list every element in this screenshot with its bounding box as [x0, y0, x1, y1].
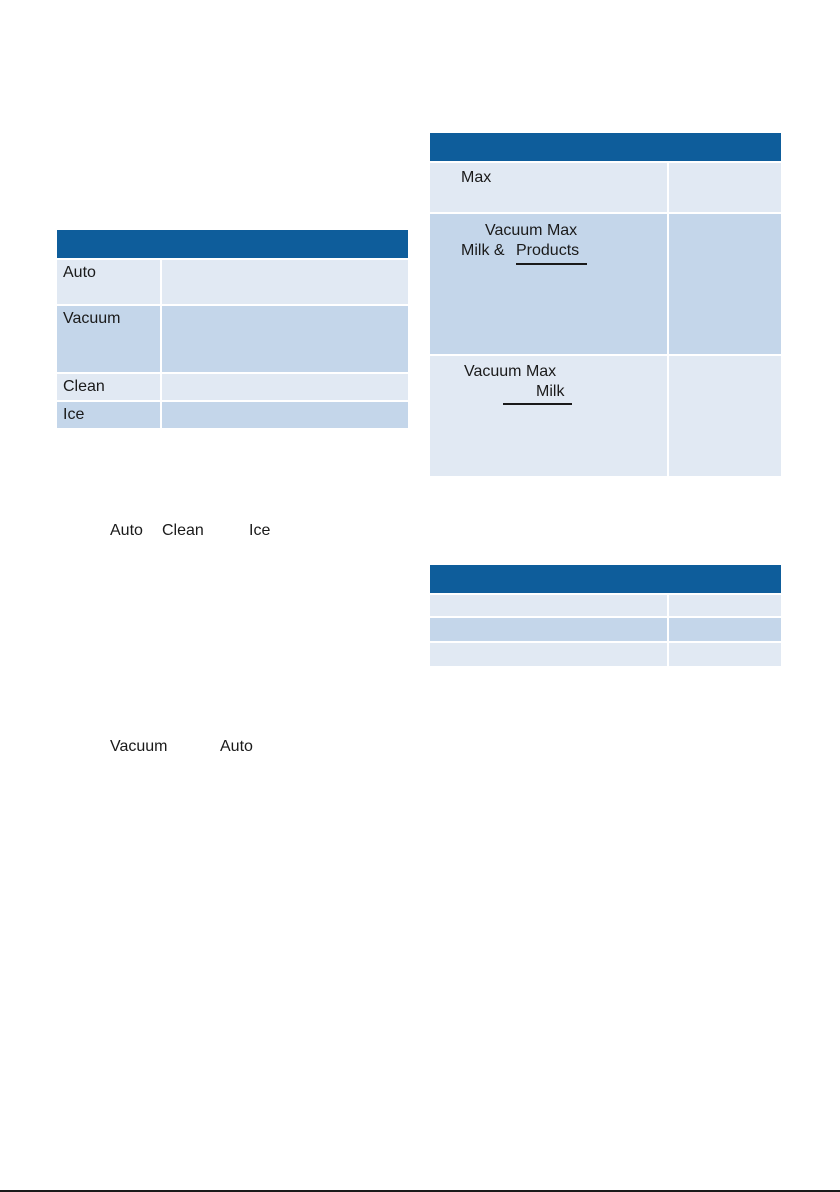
left-table-header [57, 230, 408, 258]
left-table-row-ice-label [57, 402, 160, 428]
text-ice: Ice [249, 522, 271, 539]
right-table-bottom-row-1-value [669, 595, 781, 616]
left-table-label: Vacuum [63, 310, 121, 327]
right-table-bottom-row-2-value [669, 618, 781, 641]
right-row-milk-line1: Vacuum Max [464, 363, 557, 380]
right-table-bottom-row-3-value [669, 643, 781, 666]
text-vacuum: Vacuum [110, 738, 168, 755]
left-table-row-clean-value [162, 374, 408, 400]
left-table-row-auto-value [162, 260, 408, 304]
right-table-top-row-max-value [669, 163, 781, 212]
right-row-products-prefix: Milk & [461, 242, 505, 259]
text-clean: Clean [162, 522, 204, 539]
underline-products [516, 263, 587, 265]
text-auto: Auto [110, 522, 143, 539]
text-auto-2: Auto [220, 738, 253, 755]
right-table-top-row-milk-value [669, 356, 781, 476]
left-table-label: Ice [63, 406, 85, 423]
left-table-row-clean-label [57, 374, 160, 400]
left-table-row-ice-value [162, 402, 408, 428]
right-table-top-row-products-value [669, 214, 781, 354]
right-table-bottom-row-3-label [430, 643, 667, 666]
right-row-products-line1: Vacuum Max [485, 222, 578, 239]
right-row-products-underlined: Products [516, 242, 580, 259]
right-table-bottom-row-2-label [430, 618, 667, 641]
left-table-row-vacuum-value [162, 306, 408, 372]
left-table-row-vacuum-label [57, 306, 160, 372]
right-row-max-text: Max [461, 169, 492, 186]
underline-milk [503, 403, 572, 405]
right-table-bottom-header [430, 565, 781, 593]
right-table-top-header [430, 133, 781, 161]
right-table-bottom-row-1-label [430, 595, 667, 616]
left-table-label: Auto [63, 264, 96, 281]
left-table-row-auto-label [57, 260, 160, 304]
right-row-milk-underlined: Milk [536, 383, 565, 400]
left-table-label: Clean [63, 378, 105, 395]
